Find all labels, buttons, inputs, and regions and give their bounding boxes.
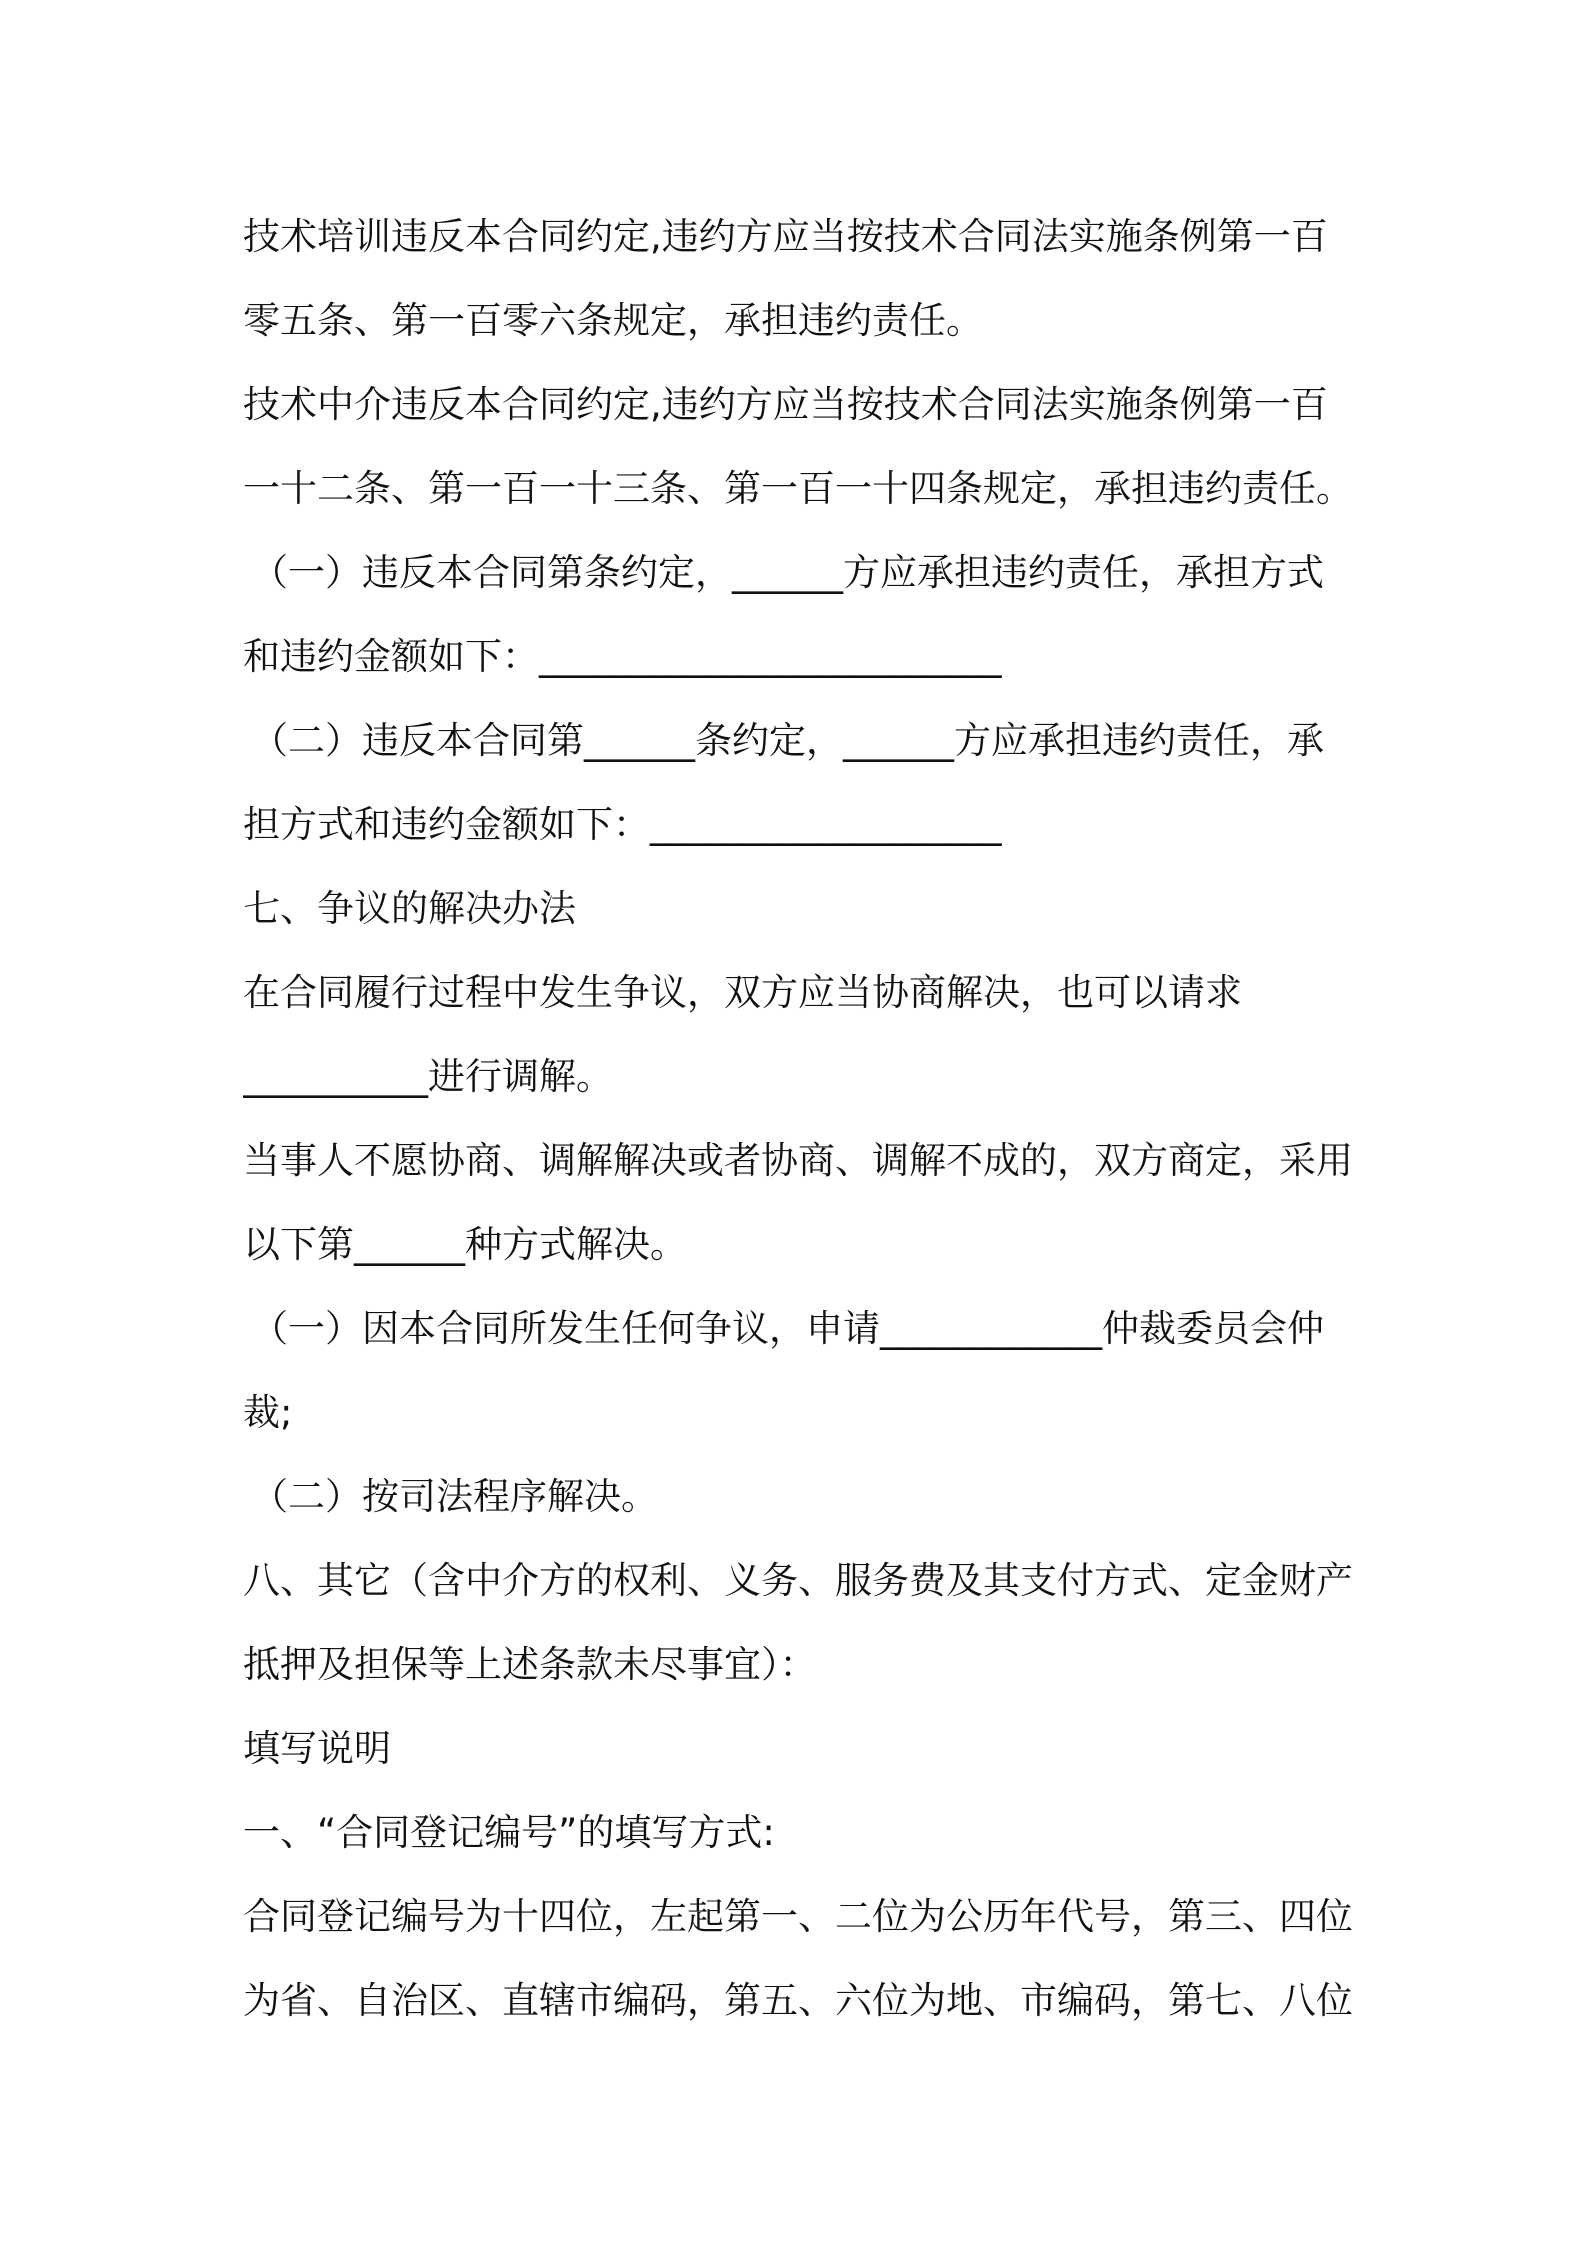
clause-item-1-cont: 和违约金额如下：_________________________ xyxy=(243,635,1002,678)
text-line-dispute: 在合同履行过程中发生争议，双方应当协商解决，也可以请求 xyxy=(243,971,1242,1014)
instruction-item-1: 一、“合同登记编号”的填写方式: xyxy=(243,1811,775,1854)
text-line-registration-cont: 为省、自治区、直辖市编码，第五、六位为地、市编码，第七、八位 xyxy=(243,1979,1353,2022)
resolution-item-2: （二）按司法程序解决。 xyxy=(251,1475,658,1518)
resolution-item-1: （一）因本合同所发生任何争议，申请____________仲裁委员会仲 xyxy=(251,1307,1324,1350)
section-heading-other: 八、其它（含中介方的权利、义务、服务费及其支付方式、定金财产 xyxy=(243,1559,1353,1602)
text-line-resolution: 当事人不愿协商、调解解决或者协商、调解不成的，双方商定，采用 xyxy=(243,1139,1353,1182)
heading-instructions: 填写说明 xyxy=(243,1727,391,1770)
clause-item-2: （二）违反本合同第______条约定，______方应承担违约责任，承 xyxy=(251,719,1324,762)
section-heading-dispute: 七、争议的解决办法 xyxy=(243,887,576,930)
text-line-resolution-cont: 以下第______种方式解决。 xyxy=(243,1223,687,1266)
clause-item-1: （一）违反本合同第条约定，______方应承担违约责任，承担方式 xyxy=(251,551,1324,594)
resolution-item-1-cont: 裁; xyxy=(243,1391,293,1434)
text-line-registration: 合同登记编号为十四位，左起第一、二位为公历年代号，第三、四位 xyxy=(243,1895,1353,1938)
text-line-training-breach: 技术培训违反本合同约定,违约方应当按技术合同法实施条例第一百 xyxy=(243,215,1328,258)
text-line-training-breach-cont: 零五条、第一百零六条规定，承担违约责任。 xyxy=(243,299,983,342)
text-line-dispute-cont: __________进行调解。 xyxy=(243,1055,613,1098)
clause-item-2-cont: 担方式和违约金额如下：___________________ xyxy=(243,803,1002,846)
text-line-intermediary-breach-cont: 一十二条、第一百一十三条、第一百一十四条规定，承担违约责任。 xyxy=(243,467,1353,510)
section-heading-other-cont: 抵押及担保等上述条款未尽事宜）： xyxy=(243,1643,817,1686)
text-line-intermediary-breach: 技术中介违反本合同约定,违约方应当按技术合同法实施条例第一百 xyxy=(243,383,1328,426)
document-body xyxy=(243,195,1363,2043)
